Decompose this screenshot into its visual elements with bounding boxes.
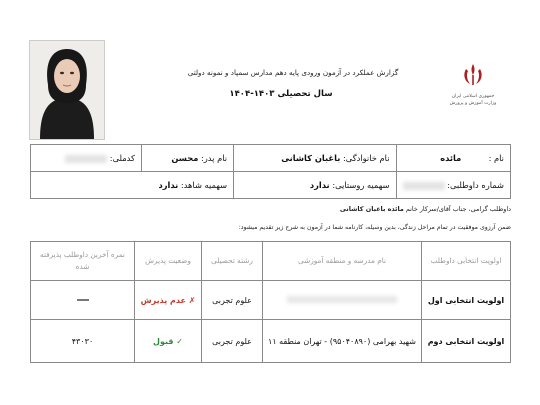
candidate-photo xyxy=(29,40,105,140)
redacted-school xyxy=(263,281,422,320)
status-badge: ✗ عدم پذیرش xyxy=(135,281,202,320)
emblem-caption: جمهوری اسلامی ایران وزارت آموزش و پرورش xyxy=(449,94,497,106)
table-row: اولویت انتخابی دوم شهید بهرامی (۹۵۰۴۰۸۹۰) - تهران منطقه ۱۱ علوم تجربی ✓ قبول ۴۳۰۳۰ xyxy=(31,320,511,363)
header-priority: اولویت انتخابی داوطلب xyxy=(422,242,511,281)
candidate-number-cell: شماره داوطلبی: xyxy=(396,172,510,199)
redacted-candidate-number xyxy=(403,182,445,190)
name-value: مائده xyxy=(440,153,462,163)
name-cell: نام : مائده xyxy=(396,145,510,172)
last-rank-empty xyxy=(31,281,135,320)
family-value: باغبان کاشانی xyxy=(281,153,341,163)
candidate-info-table xyxy=(30,144,511,199)
father-value: محسن xyxy=(171,153,199,163)
rural-quota-cell: سهمیه روستایی: ندارد xyxy=(234,172,396,199)
greeting: داوطلب گرامی، جناب آقای/سرکار خانم مائده باغبان کاشانی xyxy=(339,205,511,213)
family-cell: نام خانوادگی: باغبان کاشانی xyxy=(234,145,396,172)
redacted-national-code xyxy=(65,155,107,163)
header-status: وضعیت پذیرش xyxy=(135,242,202,281)
national-code-cell: کدملی: xyxy=(31,145,142,172)
father-cell: نام پدر: محسن xyxy=(142,145,234,172)
header-last-rank: نمره آخرین داوطلب پذیرفته شده xyxy=(31,242,135,281)
results-table xyxy=(30,241,511,363)
table-row: اولویت انتخابی اول علوم تجربی ✗ عدم پذیرش xyxy=(31,281,511,320)
martyr-quota-cell: سهمیه شاهد: ندارد xyxy=(31,172,234,199)
status-badge: ✓ قبول xyxy=(135,320,202,363)
header-field: رشته تحصیلی xyxy=(202,242,263,281)
academic-year: سال تحصیلی ۱۴۰۳-۱۴۰۴ xyxy=(229,89,333,99)
report-title: گزارش عملکرد در آزمون ورودی پایه دهم مدارس سمپاد و نمونه دولتی xyxy=(187,68,399,77)
intro-text: ضمن آرزوی موفقیت در تمام مراحل زندگی، بدین وسیله، کارنامه شما در آزمون به شرح زیر تقدیم میشود: xyxy=(238,224,511,231)
header-school: نام مدرسه و منطقه آموزشی xyxy=(263,242,422,281)
greeting-name: مائده باغبان کاشانی xyxy=(339,205,404,213)
iran-emblem-icon xyxy=(448,62,498,92)
